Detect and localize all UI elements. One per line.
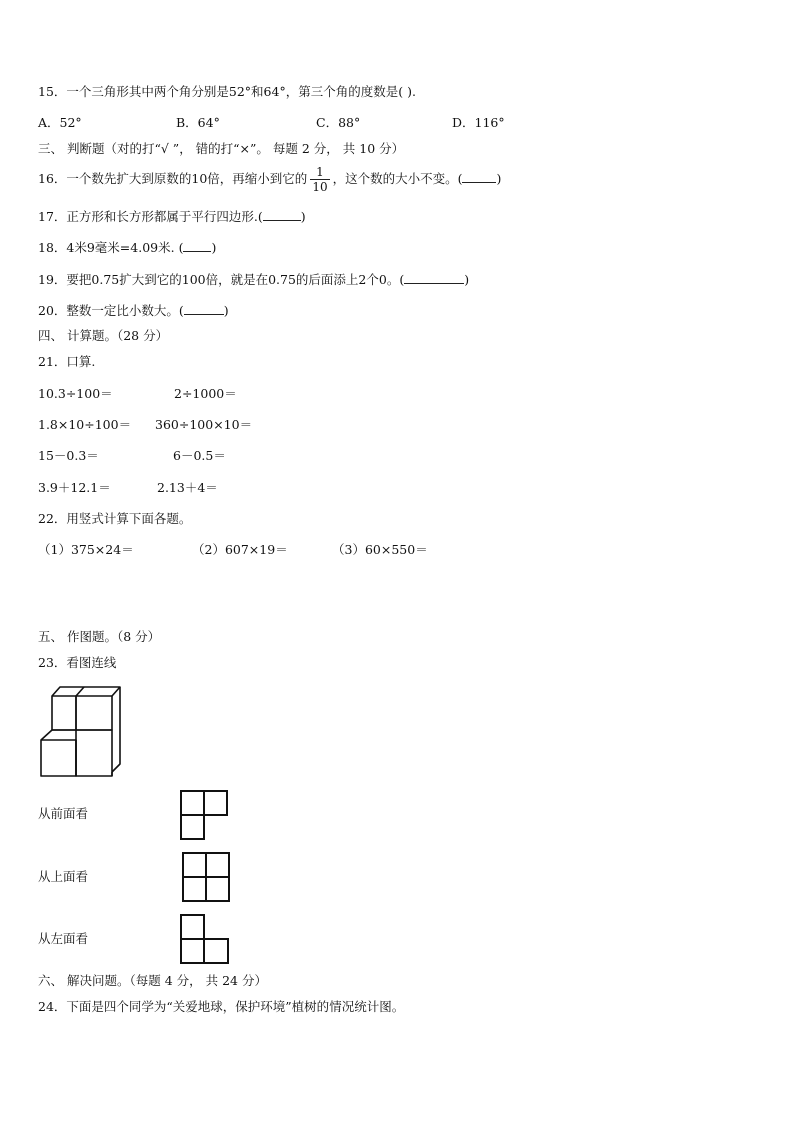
q16-fraction-denominator: 10 (312, 180, 328, 194)
q16-text-after: ，这个数的大小不变。( (332, 171, 463, 186)
q17-text: 17．正方形和长方形都属于平行四边形.( (38, 209, 263, 224)
section-5-heading: 五、 作图题。（8 分） (38, 629, 161, 644)
top-view-shape[interactable] (181, 851, 231, 904)
q18-close-paren: ) (211, 240, 217, 255)
q15-option-b[interactable]: B．64° (176, 115, 220, 130)
section-3-heading: 三、 判断题（对的打“√ ”， 错的打“×”。 每题 2 分， 共 10 分） (38, 141, 405, 156)
oral-calc-3-2: 6－0.5＝ (173, 448, 226, 463)
oral-calc-1-2: 2÷1000＝ (174, 386, 237, 401)
q20-close-paren: ) (223, 303, 229, 318)
front-view-shape[interactable] (179, 789, 229, 841)
question-18 (38, 239, 216, 256)
oral-calc-2-2: 360÷100×10＝ (155, 417, 253, 432)
oral-calc-3-1: 15－0.3＝ (38, 448, 99, 463)
question-24: 24．下面是四个同学为“关爱地球，保护环境”植树的情况统计图。 (38, 999, 405, 1014)
section-6-heading: 六、 解决问题。（每题 4 分， 共 24 分） (38, 973, 267, 988)
question-16 (38, 164, 501, 194)
vertical-calc-3: （3）60×550＝ (332, 542, 428, 557)
oral-calc-4-1: 3.9＋12.1＝ (38, 480, 111, 495)
q16-answer-blank[interactable] (462, 170, 496, 183)
question-22-title: 22．用竖式计算下面各题。 (38, 511, 192, 526)
view-front-label: 从前面看 (38, 806, 89, 821)
q15-option-d[interactable]: D．116° (452, 115, 505, 130)
q16-fraction-numerator: 1 (310, 165, 329, 180)
question-19 (38, 271, 469, 288)
view-top-label: 从上面看 (38, 869, 89, 884)
oral-calc-2-1: 1.8×10÷100＝ (38, 417, 132, 432)
question-21-title: 21．口算. (38, 354, 96, 369)
question-15-stem: 15．一个三角形其中两个角分别是52°和64°，第三个角的度数是( ). (38, 84, 416, 99)
left-view-shape[interactable] (179, 913, 230, 966)
q16-text-before: 16．一个数先扩大到原数的10倍，再缩小到它的 (38, 171, 308, 186)
q20-text: 20．整数一定比小数大。( (38, 303, 184, 318)
q16-close-paren: ) (496, 171, 502, 186)
view-left-label: 从左面看 (38, 931, 89, 946)
section-4-heading: 四、 计算题。（28 分） (38, 328, 169, 343)
cube-stack-figure (38, 684, 132, 780)
vertical-calc-2: （2）607×19＝ (192, 542, 288, 557)
q17-close-paren: ) (300, 209, 306, 224)
q15-option-a[interactable]: A．52° (38, 115, 82, 130)
oral-calc-1-1: 10.3÷100＝ (38, 386, 113, 401)
q18-text: 18．4米9毫米=4.09米. ( (38, 240, 184, 255)
vertical-calc-1: （1）375×24＝ (38, 542, 134, 557)
question-17 (38, 208, 306, 225)
question-23-title: 23．看图连线 (38, 655, 117, 670)
q15-option-c[interactable]: C．88° (316, 115, 361, 130)
q18-answer-blank[interactable] (183, 239, 211, 252)
q19-answer-blank[interactable] (404, 271, 464, 284)
q19-close-paren: ) (464, 272, 470, 287)
q17-answer-blank[interactable] (263, 208, 301, 221)
q20-answer-blank[interactable] (184, 302, 224, 315)
q19-text: 19．要把0.75扩大到它的100倍，就是在0.75的后面添上2个0。( (38, 272, 405, 287)
question-20 (38, 302, 229, 319)
oral-calc-4-2: 2.13＋4＝ (157, 480, 218, 495)
q16-fraction (310, 165, 329, 194)
